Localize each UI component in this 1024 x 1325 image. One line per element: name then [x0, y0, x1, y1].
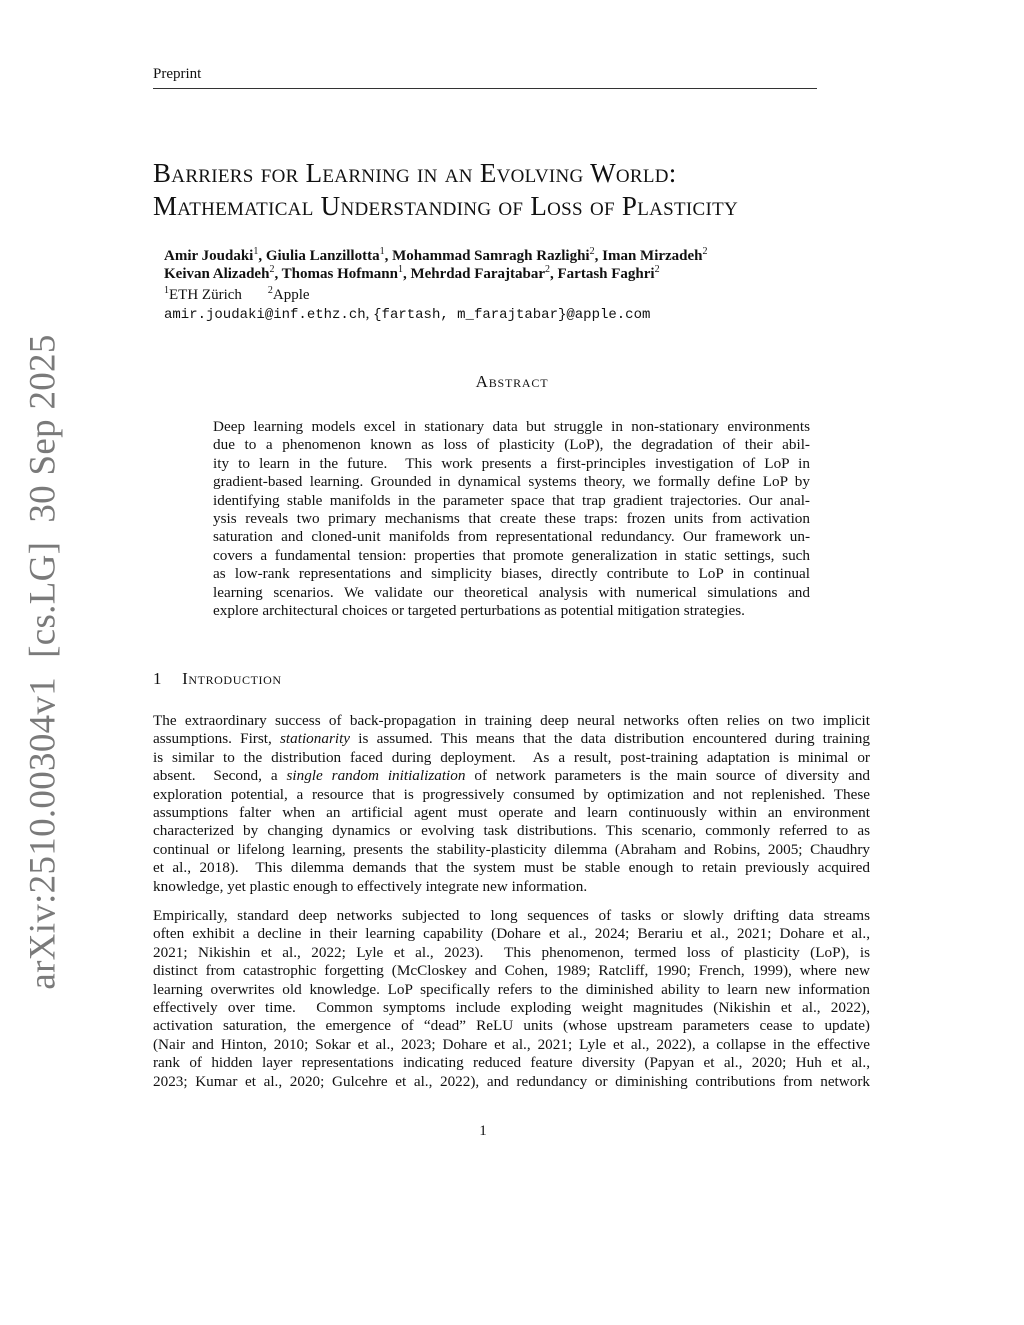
text-line [153, 841, 870, 859]
text-segment: often exhibit a decline in their learning capability (Dohare et al., 2024; Berariu et al., 2021; Dohare et al., [153, 925, 870, 943]
affiliation-marker: 1 [253, 246, 259, 257]
text-segment: distinct from catastrophic forgetting (McCloskey and Cohen, 1989; Ratcliff, 1990; French, 1999), where new [153, 962, 870, 980]
text-segment: saturation and cloned-unit manifolds from representational redundancy. Our framework un- [213, 528, 810, 546]
text-segment: 2021; Nikishin et al., 2022; Lyle et al., 2023). This phenomenon, termed loss of plasticity (LoP), is [153, 943, 870, 961]
author-name: Keivan Alizadeh [164, 266, 270, 282]
text-line [213, 584, 810, 602]
text-segment: Deep learning models excel in stationary data but struggle in non-stationary environments [213, 418, 810, 435]
text-line [213, 565, 810, 583]
text-line [213, 455, 810, 473]
text-line [153, 1073, 870, 1091]
paper-title-line-1: Barriers for Learning in an Evolving World: [153, 158, 677, 188]
email[interactable]: {fartash, m_farajtabar}@apple.com [373, 307, 651, 323]
text-segment: as low-rank representations and simplicity biases, directly contribute to LoP in continual [213, 565, 810, 583]
text-line [153, 878, 870, 896]
text-line [213, 473, 810, 491]
text-segment: assumptions. First, [153, 730, 280, 748]
text-segment: gradient-based learning. Grounded in dynamical systems theory, we formally define LoP by [213, 473, 810, 491]
affiliation-name: Apple [272, 287, 310, 303]
text-segment: covers a fundamental tension: properties that promote generalization in static settings, such [213, 546, 810, 564]
arxiv-identifier-stamp: arXiv:2510.00304v1 [cs.LG] 30 Sep 2025 [22, 334, 64, 990]
abstract-heading: Abstract [475, 372, 549, 391]
text-line [213, 436, 810, 454]
author-name: Iman Mirzadeh [602, 248, 703, 264]
text-line [153, 730, 870, 748]
text-segment: Empirically, standard deep networks subjected to long sequences of tasks or slowly drifting data streams [153, 907, 870, 924]
text-line [153, 822, 870, 840]
text-segment: absent. Second, a [153, 767, 287, 785]
text-line [153, 749, 870, 767]
text-segment: exploration potential, a resource that is progressively consumed by optimization and not replenished. These [153, 785, 870, 803]
author-separator: , [274, 266, 282, 282]
text-segment: due to a phenomenon known as loss of plasticity (LoP), the degradation of their abil- [213, 436, 810, 454]
affiliation-marker: 1 [164, 285, 169, 296]
intro-paragraph-2 [153, 907, 870, 1091]
section-number: 1 [153, 669, 163, 688]
text-segment: is similar to the distribution faced during deployment. As a result, post-training adaptation is minimal or [153, 748, 870, 766]
author-separator: , [550, 266, 558, 282]
text-line [153, 712, 870, 730]
emphasized-text: single random initialization [286, 767, 466, 785]
text-line [213, 492, 810, 510]
affiliation-marker: 2 [654, 264, 660, 275]
affiliations [164, 287, 310, 304]
email-separator: , [365, 306, 374, 322]
affiliation-marker: 2 [702, 246, 708, 257]
affiliation-marker: 2 [267, 285, 273, 296]
text-line [213, 418, 810, 436]
text-segment: (Nair and Hinton, 2010; Sokar et al., 2023; Dohare et al., 2021; Lyle et al., 2022), a collapse in the effective [153, 1035, 870, 1053]
text-segment: continual or lifelong learning, presents the stability-plasticity dilemma (Abraham and Robins, 2005; Chaudhry [153, 840, 870, 858]
text-line [213, 602, 810, 620]
text-line [153, 962, 870, 980]
text-line [153, 999, 870, 1017]
text-segment: activation saturation, the emergence of “dead” ReLU units (whose upstream parameters cease to update) [153, 1017, 870, 1035]
intro-paragraph-1 [153, 712, 870, 896]
author-row-1 [164, 248, 708, 265]
author-name: Giulia Lanzillotta [265, 248, 380, 264]
text-line [153, 1017, 870, 1035]
author-separator: , [384, 248, 393, 264]
author-emails [164, 306, 650, 323]
affiliation-name: ETH Zürich [169, 287, 242, 303]
text-segment: is assumed. This means that the data distribution encountered during training [350, 730, 870, 748]
affiliation-marker: 1 [397, 264, 403, 275]
author-separator: , [594, 248, 603, 264]
author-name: Fartash Faghri [557, 266, 655, 282]
text-segment: knowledge, yet plastic enough to effectively integrate new information. [153, 877, 588, 895]
running-header: Preprint [153, 66, 202, 82]
section-title: Introduction [182, 669, 282, 688]
text-line [153, 925, 870, 943]
text-segment: et al., 2018). This dilemma demands that the system must be stable enough to retain previously acquired [153, 859, 870, 877]
author-name: Thomas Hofmann [281, 266, 398, 282]
text-segment: effectively over time. Common symptoms include exploding weight magnitudes (Nikishin et al., 2022), [153, 998, 870, 1016]
abstract-body [213, 418, 810, 620]
section-heading-introduction [153, 669, 282, 689]
text-line [153, 767, 870, 785]
text-line [153, 981, 870, 999]
text-line [153, 786, 870, 804]
text-segment: learning scenarios. We validate our theoretical analysis with numerical simulations and [213, 583, 810, 601]
text-segment: ity to learn in the future. This work presents a first-principles investigation of LoP in [213, 454, 810, 472]
text-segment: characterized by changing dynamics or evolving task distributions. This scenario, commonly referred to as [153, 822, 870, 840]
author-name: Mohammad Samragh Razlighi [392, 248, 590, 264]
text-line [153, 859, 870, 877]
text-line [213, 547, 810, 565]
page-number: 1 [479, 1123, 487, 1139]
text-segment: of network parameters is the main source of diversity and [465, 767, 871, 785]
text-segment: rank of hidden layer representations indicating reduced feature diversity (Papyan et al., 2020; Huh et al., [153, 1054, 870, 1072]
author-row-2 [164, 266, 660, 283]
author-name: Mehrdad Farajtabar [410, 266, 546, 282]
text-line [213, 510, 810, 528]
text-segment: assumptions falter when an artificial agent must operate and learn continuously within an environment [153, 803, 870, 821]
text-segment: explore architectural choices or targeted perturbations as potential mitigation strategies. [213, 601, 745, 619]
author-separator: , [402, 266, 411, 282]
email[interactable]: amir.joudaki@inf.ethz.ch [164, 307, 366, 323]
text-line [153, 907, 870, 925]
affiliation-marker: 1 [379, 246, 385, 257]
text-segment: ysis reveals two primary mechanisms that create these traps: frozen units from activation [213, 509, 810, 527]
text-segment: learning overwrites old knowledge. LoP specifically refers to the diminished ability to learn new information [153, 980, 870, 998]
text-segment: identifying stable manifolds in the parameter space that trap gradient trajectories. Our anal- [213, 491, 810, 509]
author-separator: , [258, 248, 266, 264]
text-segment: 2023; Kumar et al., 2020; Gulcehre et al., 2022), and redundancy or diminishing contributions from network [153, 1072, 870, 1090]
text-line [213, 528, 810, 546]
affiliation-marker: 2 [269, 264, 275, 275]
text-line [153, 944, 870, 962]
affiliation-marker: 2 [589, 246, 595, 257]
text-line [153, 1054, 870, 1072]
author-name: Amir Joudaki [164, 248, 254, 264]
text-segment: The extraordinary success of back-propagation in training deep neural networks often relies on two implicit [153, 712, 870, 729]
text-line [153, 804, 870, 822]
emphasized-text: stationarity [280, 730, 351, 748]
paper-title-line-2: Mathematical Understanding of Loss of Plasticity [153, 191, 739, 221]
text-line [153, 1036, 870, 1054]
header-rule [153, 88, 817, 89]
affiliation-marker: 2 [545, 264, 551, 275]
